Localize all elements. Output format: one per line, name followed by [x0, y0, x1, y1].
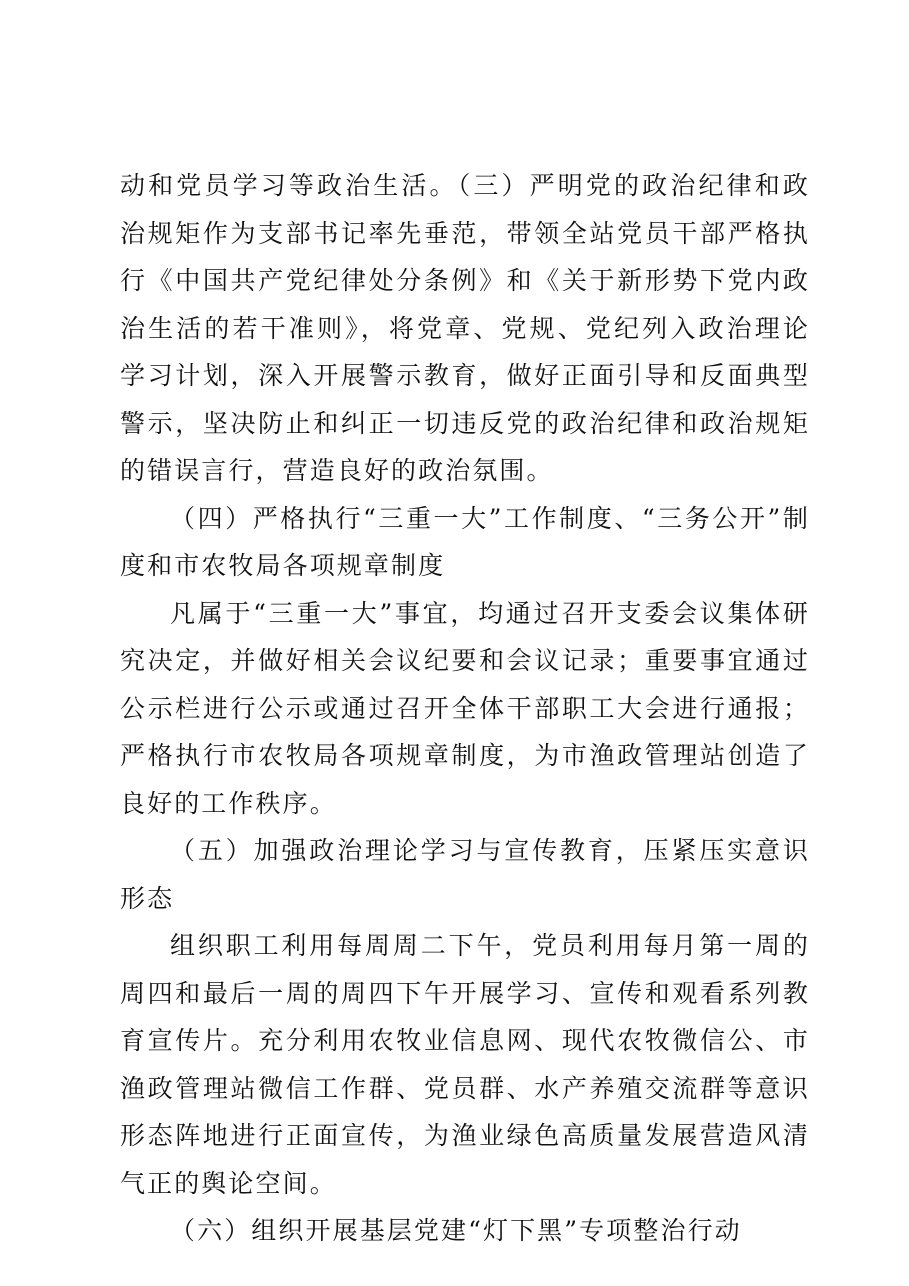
- section-heading-six: （六）组织开展基层党建“灯下黑”专项整治行动: [170, 1216, 742, 1245]
- section-heading-four: （四）严格执行“三重一大”工作制度、“三务公开”制度和市农牧局各项规章制度: [120, 503, 810, 580]
- paragraph-study-and-propaganda: 组织职工利用每周周二下午，党员利用每月第一周的周四和最后一周的周四下午开展学习、宣传和观看系列教育宣传片。充分利用农牧业信息网、现代农牧微信公、市渔政管理站微信工作群、党员群、水产养殖交流群等意识形态阵地进行正面宣传，为渔业绿色高质量发展营造风清气正的舆论空间。: [120, 931, 810, 1198]
- paragraph-three-important-one-big: 凡属于“三重一大”事宜，均通过召开支委会议集体研究决定，并做好相关会议纪要和会议记录；重要事宜通过公示栏进行公示或通过召开全体干部职工大会进行通报；严格执行市农牧局各项规章制度，为市渔政管理站创造了良好的工作秩序。: [120, 598, 810, 818]
- document-body: [120, 162, 810, 1255]
- paragraph-political-discipline: 动和党员学习等政治生活。（三）严明党的政治纪律和政治规矩作为支部书记率先垂范，带领全站党员干部严格执行《中国共产党纪律处分条例》和《关于新形势下党内政治生活的若干准则》，将党章、党规、党纪列入政治理论学习计划，深入开展警示教育，做好正面引导和反面典型警示，坚决防止和纠正一切违反党的政治纪律和政治规矩的错误言行，营造良好的政治氛围。: [120, 171, 810, 485]
- section-heading-five: （五）加强政治理论学习与宣传教育，压紧压实意识形态: [120, 836, 810, 913]
